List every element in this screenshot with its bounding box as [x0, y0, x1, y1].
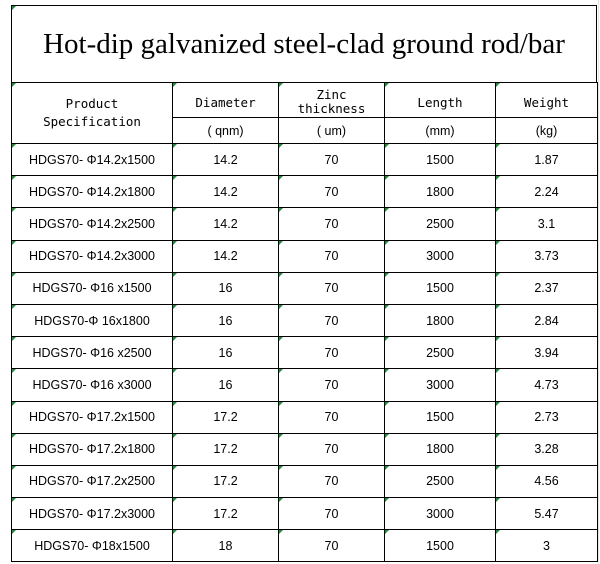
cell-zinc[interactable]: 70	[279, 208, 385, 240]
cell-diameter[interactable]: 14.2	[173, 144, 279, 176]
cell-length[interactable]: 1500	[385, 144, 496, 176]
cell-zinc[interactable]: 70	[279, 530, 385, 562]
cell-zinc[interactable]: 70	[279, 144, 385, 176]
cell-diameter[interactable]: 16	[173, 304, 279, 336]
table-row	[12, 433, 598, 465]
cell-length[interactable]: 1500	[385, 272, 496, 304]
cell-zinc[interactable]: 70	[279, 304, 385, 336]
cell-weight[interactable]: 3.1	[496, 208, 598, 240]
cell-spec[interactable]: HDGS70- Φ16 x2500	[12, 337, 173, 369]
cell-zinc[interactable]: 70	[279, 240, 385, 272]
header-zinc-label: Zinc thickness	[297, 87, 366, 116]
table-row	[12, 304, 598, 336]
unit-diameter-cell[interactable]: ( qnm)	[173, 118, 279, 144]
cell-length[interactable]: 2500	[385, 465, 496, 497]
cell-diameter[interactable]: 17.2	[173, 401, 279, 433]
header-zinc-cell[interactable]	[279, 83, 385, 118]
cell-zinc[interactable]: 70	[279, 401, 385, 433]
header-diameter-cell[interactable]	[173, 83, 279, 118]
cell-diameter[interactable]: 18	[173, 530, 279, 562]
title-cell[interactable]	[11, 5, 597, 82]
cell-length[interactable]: 2500	[385, 208, 496, 240]
cell-spec[interactable]: HDGS70- Φ14.2x2500	[12, 208, 173, 240]
cell-spec[interactable]: HDGS70- Φ14.2x1500	[12, 144, 173, 176]
cell-zinc[interactable]: 70	[279, 337, 385, 369]
cell-length[interactable]: 2500	[385, 337, 496, 369]
cell-length[interactable]: 1500	[385, 530, 496, 562]
cell-spec[interactable]: HDGS70- Φ14.2x3000	[12, 240, 173, 272]
gridline	[598, 0, 599, 564]
table-row	[12, 240, 598, 272]
table-row	[12, 465, 598, 497]
table-row	[12, 530, 598, 562]
table-row	[12, 369, 598, 401]
cell-weight[interactable]: 2.73	[496, 401, 598, 433]
cell-weight[interactable]: 2.84	[496, 304, 598, 336]
cell-spec[interactable]: HDGS70- Φ14.2x1800	[12, 176, 173, 208]
header-weight-label: Weight	[523, 94, 570, 110]
cell-weight[interactable]: 2.37	[496, 272, 598, 304]
table-row	[12, 337, 598, 369]
cell-length[interactable]: 1800	[385, 304, 496, 336]
cell-diameter[interactable]: 14.2	[173, 176, 279, 208]
cell-spec[interactable]: HDGS70- Φ16 x1500	[12, 272, 173, 304]
cell-diameter[interactable]: 17.2	[173, 433, 279, 465]
cell-diameter[interactable]: 14.2	[173, 240, 279, 272]
header-length-label: Length	[417, 94, 463, 110]
cell-length[interactable]: 3000	[385, 369, 496, 401]
cell-weight[interactable]: 3.28	[496, 433, 598, 465]
cell-diameter[interactable]: 17.2	[173, 465, 279, 497]
unit-zinc-cell[interactable]: ( um)	[279, 118, 385, 144]
cell-weight[interactable]: 1.87	[496, 144, 598, 176]
cell-zinc[interactable]: 70	[279, 272, 385, 304]
cell-zinc[interactable]: 70	[279, 176, 385, 208]
table-row	[12, 401, 598, 433]
cell-zinc[interactable]: 70	[279, 433, 385, 465]
cell-spec[interactable]: HDGS70- Φ17.2x1500	[12, 401, 173, 433]
cell-length[interactable]: 3000	[385, 240, 496, 272]
cell-weight[interactable]: 4.56	[496, 465, 598, 497]
spec-table	[11, 82, 598, 562]
cell-diameter[interactable]: 16	[173, 369, 279, 401]
cell-weight[interactable]: 3	[496, 530, 598, 562]
cell-diameter[interactable]: 16	[173, 272, 279, 304]
cell-spec[interactable]: HDGS70- Φ17.2x3000	[12, 498, 173, 530]
cell-diameter[interactable]: 16	[173, 337, 279, 369]
cell-weight[interactable]: 2.24	[496, 176, 598, 208]
header-product-cell[interactable]	[12, 83, 173, 144]
unit-weight-cell[interactable]: (kg)	[496, 118, 598, 144]
cell-weight[interactable]: 3.94	[496, 337, 598, 369]
table-row	[12, 176, 598, 208]
cell-length[interactable]: 1800	[385, 433, 496, 465]
cell-spec[interactable]: HDGS70-Φ 16x1800	[12, 304, 173, 336]
cell-weight[interactable]: 4.73	[496, 369, 598, 401]
unit-length-cell[interactable]: (mm)	[385, 118, 496, 144]
cell-length[interactable]: 1800	[385, 176, 496, 208]
cell-weight[interactable]: 3.73	[496, 240, 598, 272]
table-row	[12, 208, 598, 240]
header-row	[12, 83, 598, 118]
cell-diameter[interactable]: 14.2	[173, 208, 279, 240]
table-row	[12, 144, 598, 176]
cell-length[interactable]: 3000	[385, 498, 496, 530]
cell-diameter[interactable]: 17.2	[173, 498, 279, 530]
cell-weight[interactable]: 5.47	[496, 498, 598, 530]
page-title: Hot-dip galvanized steel-clad ground rod/bar	[43, 27, 565, 60]
header-weight-cell[interactable]	[496, 83, 598, 118]
header-length-cell[interactable]	[385, 83, 496, 118]
cell-zinc[interactable]: 70	[279, 498, 385, 530]
cell-length[interactable]: 1500	[385, 401, 496, 433]
header-product-label: Product Specification	[43, 96, 141, 129]
table-row	[12, 272, 598, 304]
cell-spec[interactable]: HDGS70- Φ17.2x1800	[12, 433, 173, 465]
header-diameter-label: Diameter	[195, 94, 256, 110]
cell-zinc[interactable]: 70	[279, 369, 385, 401]
cell-spec[interactable]: HDGS70- Φ17.2x2500	[12, 465, 173, 497]
cell-zinc[interactable]: 70	[279, 465, 385, 497]
cell-spec[interactable]: HDGS70- Φ18x1500	[12, 530, 173, 562]
table-body	[12, 144, 598, 562]
table-row	[12, 498, 598, 530]
cell-spec[interactable]: HDGS70- Φ16 x3000	[12, 369, 173, 401]
